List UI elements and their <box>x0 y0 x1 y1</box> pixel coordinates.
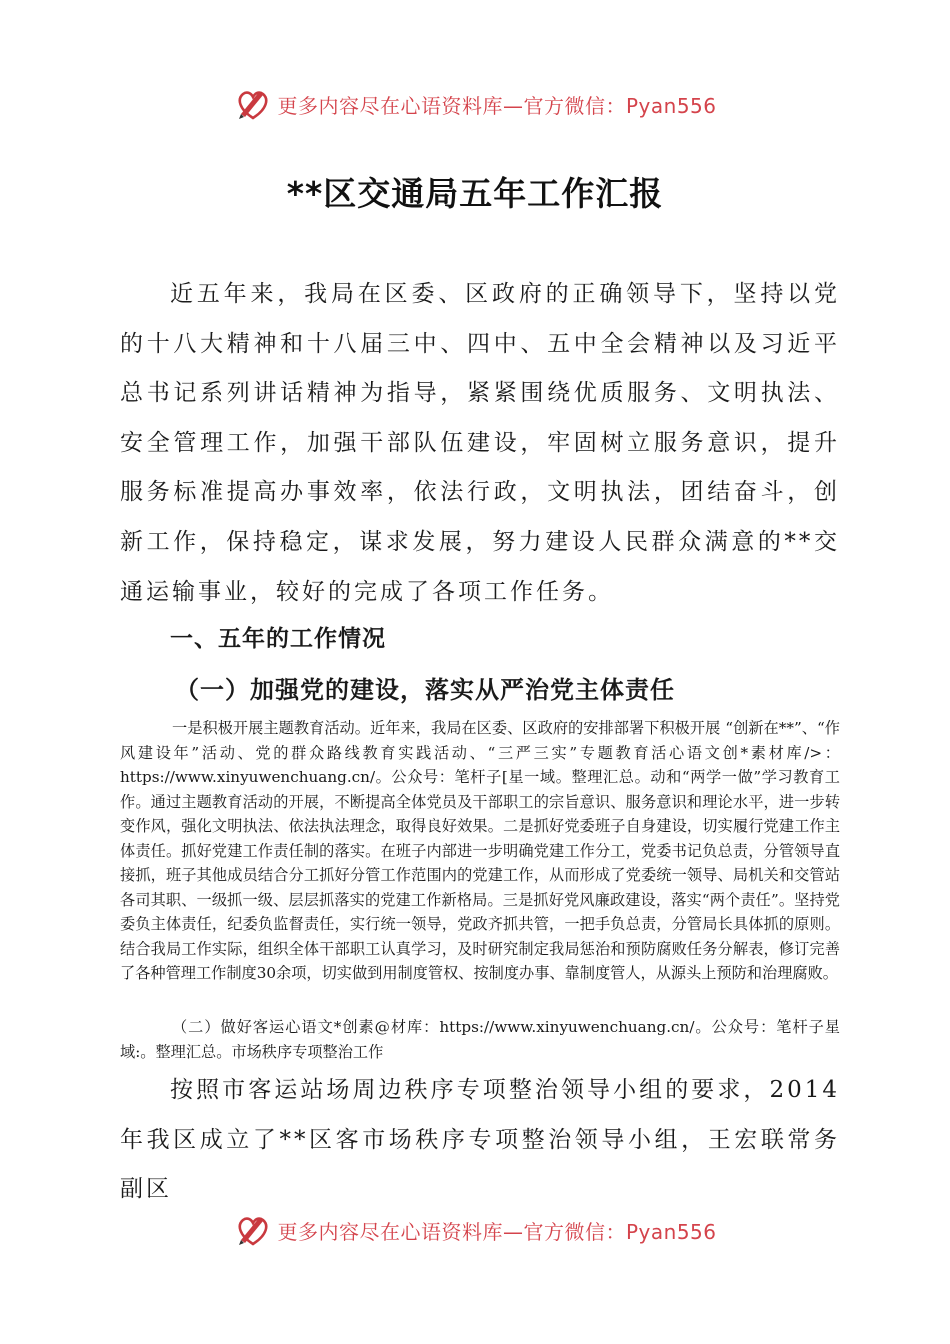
watermark-text: 更多内容尽在心语资料库—官方微信：Pyan556 <box>277 1219 717 1244</box>
watermark-banner-top <box>0 82 950 126</box>
small-paragraph-2: （二）做好客运心语文*创素@材库：https://www.xinyuwenchuang.cn/。公众号：笔杆子星域:。整理汇总。市场秩序专项整治工作 <box>120 1018 840 1061</box>
watermark-banner-bottom <box>0 1208 950 1252</box>
small-paragraph-1: 一是积极开展主题教育活动。近年来，我局在区委、区政府的安排部署下积极开展 “创新在**”、“作风建设年”活动、党的群众路线教育实践活动、“三严三实”专题教育活心语文创*素材库/>：https://www.xinyuwenchuang.cn/。公众号：笔杆子[星一域。整理汇总。动和“两学一做”学习教育工作。通过主题教育活动的开展，不断提高全体党员及干部职工的宗旨意识、服务意识和理论水平，进一步转变作风，强化文明执法、依法执法理念，取得良好效果。二是抓好党委班子自身建设，切实履行党建工作主体责任。抓好党建工作责任制的落实。在班子内部进一步明确党建工作分工，党委书记负总责，分管领导直接抓，班子其他成员结合分工抓好分管工作范围内的党建工作，从而形成了党委统一领导、局机关和交管站各司其职、一级抓一级、层层抓落实的党建工作新格局。三是抓好党风廉政建设，落实“两个责任”。坚持党委负主体责任，纪委负监督责任，实行统一领导，党政齐抓共管，一把手负总责，分管局长具体抓的原则。结合我局工作实际，组织全体干部职工认真学习，及时研究制定我局惩治和预防腐败任务分解表，修订完善了各种管理工作制度30余项，切实做到用制度管权、按制度办事、靠制度管人，从源头上预防和治理腐败。 <box>120 719 840 982</box>
document-title: **区交通局五年工作汇报 <box>286 174 664 213</box>
intro-paragraph: 近五年来，我局在区委、区政府的正确领导下，坚持以党的十八大精神和十八届三中、四中、五中全会精神以及习近平总书记系列讲话精神为指导，紧紧围绕优质服务、文明执法、安全管理工作，加强干部队伍建设，牢固树立服务意识，提升服务标准提高办事效率，依法行政，文明执法，团结奋斗，创新工作，保持稳定，谋求发展，努力建设人民群众满意的**交通运输事业，较好的完成了各项工作任务。 <box>120 281 840 605</box>
closing-paragraph: 按照市客运站场周边秩序专项整治领导小组的要求，2014年我区成立了**区客市场秩序专项整治领导小组，王宏联常务副区 <box>120 1077 840 1203</box>
subsection-heading: （一）加强党的建设，落实从严治党主体责任 <box>175 676 675 704</box>
pen-heart-logo-icon <box>233 84 273 124</box>
watermark-text: 更多内容尽在心语资料库—官方微信：Pyan556 <box>277 93 717 118</box>
pen-heart-logo-icon <box>233 1210 273 1250</box>
section-heading: 一、五年的工作情况 <box>170 626 386 652</box>
